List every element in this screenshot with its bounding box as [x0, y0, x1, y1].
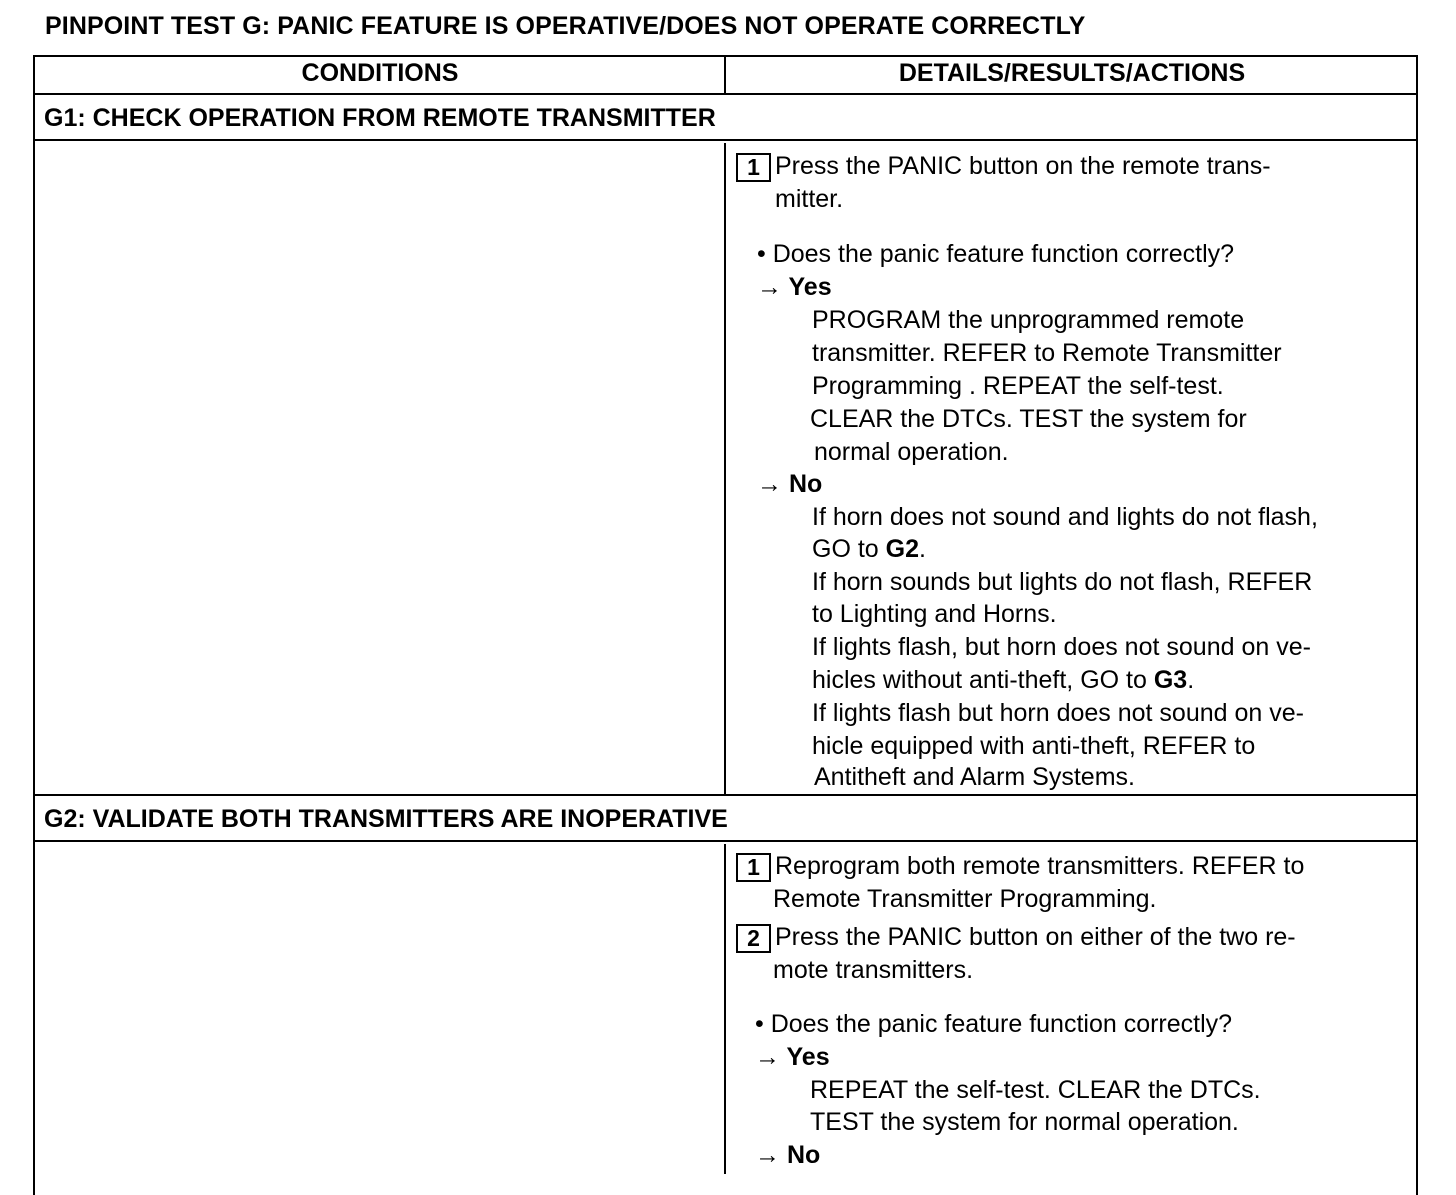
- g1-no-text: hicles without anti-theft, GO to: [812, 666, 1154, 694]
- g1-no-line: If horn sounds but lights do not flash, REFER: [812, 568, 1313, 596]
- step-number-box: 1: [736, 853, 771, 882]
- g1-yes-label: → Yes: [757, 273, 832, 301]
- g1-step-1-text: Press the PANIC button on the remote trans-: [775, 152, 1271, 180]
- g1-no-line: to Lighting and Horns.: [812, 600, 1057, 628]
- g1-yes-line: normal operation.: [814, 438, 1009, 466]
- g1-no-text: .: [919, 535, 926, 563]
- step-number-box: 1: [736, 153, 771, 182]
- g2-question: • Does the panic feature function correctly?: [755, 1010, 1233, 1038]
- g1-question: • Does the panic feature function correctly?: [757, 240, 1235, 268]
- g1-yes-line: CLEAR the DTCs. TEST the system for: [810, 405, 1247, 433]
- g1-no-line: hicle equipped with anti-theft, REFER to: [812, 732, 1256, 760]
- g1-step-1-text-cont: mitter.: [775, 185, 844, 213]
- page-title: PINPOINT TEST G: PANIC FEATURE IS OPERATIVE/DOES NOT OPERATE CORRECTLY: [45, 12, 1086, 40]
- g1-no-text: GO to: [812, 535, 886, 563]
- g1-yes-line: transmitter. REFER to Remote Transmitter: [812, 339, 1282, 367]
- column-divider: [724, 57, 726, 93]
- g1-no-label: → No: [757, 470, 823, 498]
- g2-yes-label: → Yes: [755, 1043, 830, 1071]
- g2-step-2-text-cont: mote transmitters.: [773, 956, 974, 984]
- g1-no-line: If lights flash, but horn does not sound on ve-: [812, 633, 1311, 661]
- g2-step-2: [736, 921, 1296, 954]
- g2-step-1-text-cont: Remote Transmitter Programming.: [773, 885, 1157, 913]
- g1-yes-line: Programming . REPEAT the self-test.: [812, 372, 1224, 400]
- section-heading-g2: G2: VALIDATE BOTH TRANSMITTERS ARE INOPERATIVE: [35, 796, 1416, 842]
- g1-no-text: .: [1187, 666, 1195, 694]
- section-heading-g1: G1: CHECK OPERATION FROM REMOTE TRANSMITTER: [35, 95, 1416, 141]
- conditions-column-header: CONDITIONS: [301, 59, 459, 87]
- g2-yes-line: REPEAT the self-test. CLEAR the DTCs.: [810, 1076, 1261, 1104]
- details-column-header: DETAILS/RESULTS/ACTIONS: [898, 59, 1246, 87]
- g3-reference: G3: [1153, 666, 1188, 694]
- g1-no-line: If lights flash but horn does not sound on ve-: [812, 699, 1304, 727]
- step-number-box: 2: [736, 924, 771, 953]
- g1-no-line: [812, 664, 1194, 697]
- g2-no-label: → No: [755, 1141, 821, 1169]
- column-divider: [724, 143, 726, 795]
- g2-yes-line: TEST the system for normal operation.: [810, 1108, 1239, 1136]
- g1-yes-line: PROGRAM the unprogrammed remote: [812, 306, 1245, 334]
- g2-step-1-text: Reprogram both remote transmitters. REFER to: [775, 852, 1305, 880]
- g2-step-2-text: Press the PANIC button on either of the two re-: [775, 923, 1296, 951]
- g1-no-line: If horn does not sound and lights do not flash,: [812, 503, 1318, 531]
- g1-no-line: Antitheft and Alarm Systems.: [814, 763, 1135, 791]
- pinpoint-test-table: [33, 55, 1418, 1195]
- g1-no-line: [812, 533, 926, 566]
- column-divider: [724, 844, 726, 1174]
- g2-reference: G2: [885, 535, 919, 563]
- g2-step-1: [736, 850, 1304, 883]
- g1-step-1: [736, 150, 1271, 183]
